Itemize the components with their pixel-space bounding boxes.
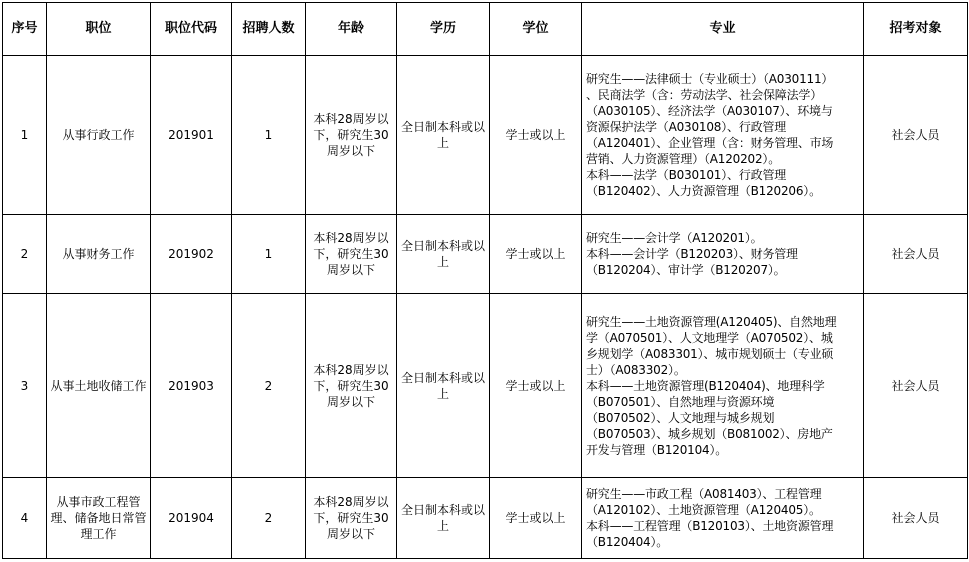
cell-target: 社会人员 (864, 56, 968, 215)
major-line: 研究生——会计学（A120201）。 (586, 231, 763, 245)
cell-major (582, 56, 864, 215)
major-line: 、民商法学（含：劳动法学、社会保障法学） (586, 88, 823, 102)
major-line: （B120402）、人力资源管理（B120206）。 (586, 184, 821, 198)
cell-position: 从事土地收储工作 (47, 294, 151, 478)
major-line: 学（A070501）、人文地理学（A070502）、城 (586, 330, 833, 345)
cell-code: 201904 (151, 478, 232, 559)
major-line: 本科——土地资源管理(B120404)、地理科学 (586, 378, 825, 393)
cell-age: 本科28周岁以下，研究生30周岁以下 (306, 56, 397, 215)
major-line: （A120401）、企业管理（含：财务管理、市场 (586, 136, 834, 150)
major-line: 本科——工程管理（B120103）、土地资源管理 (586, 519, 834, 533)
cell-seq: 4 (3, 478, 47, 559)
major-line: （A120102）、土地资源管理（A120405）。 (586, 503, 821, 517)
recruitment-table (2, 2, 968, 559)
table-header-row (3, 3, 968, 56)
cell-major (582, 215, 864, 294)
cell-count: 1 (232, 56, 306, 215)
cell-degree: 学士或以上 (490, 56, 582, 215)
major-line: （B070502）、人文地理与城乡规划 (586, 410, 775, 425)
cell-position: 从事市政工程管理、储备地日常管理工作 (47, 478, 151, 559)
major-line: （B070503）、城乡规划（B081002）、房地产 (586, 426, 833, 441)
cell-count: 2 (232, 478, 306, 559)
table-row (3, 478, 968, 559)
cell-education: 全日制本科或以上 (397, 478, 490, 559)
header-target: 招考对象 (864, 3, 968, 56)
cell-age: 本科28周岁以下，研究生30周岁以下 (306, 294, 397, 478)
cell-education: 全日制本科或以上 (397, 294, 490, 478)
cell-seq: 1 (3, 56, 47, 215)
major-line: （B070501）、自然地理与资源环境 (586, 394, 775, 409)
cell-major (582, 478, 864, 559)
cell-degree: 学士或以上 (490, 215, 582, 294)
major-line: 士）（A083302）。 (586, 362, 686, 377)
major-line: 本科——会计学（B120203）、财务管理 (586, 247, 798, 261)
cell-education: 全日制本科或以上 (397, 215, 490, 294)
major-line: 研究生——市政工程（A081403）、工程管理 (586, 487, 822, 501)
major-line: 本科——法学（B030101）、行政管理 (586, 168, 787, 182)
header-position: 职位 (47, 3, 151, 56)
major-line: 研究生——土地资源管理(A120405)、自然地理 (586, 314, 837, 329)
cell-count: 2 (232, 294, 306, 478)
header-degree: 学位 (490, 3, 582, 56)
cell-target: 社会人员 (864, 215, 968, 294)
major-line: 开发与管理（B120104）。 (586, 442, 728, 457)
header-code: 职位代码 (151, 3, 232, 56)
cell-seq: 3 (3, 294, 47, 478)
cell-target: 社会人员 (864, 294, 968, 478)
header-seq: 序号 (3, 3, 47, 56)
cell-position: 从事行政工作 (47, 56, 151, 215)
header-major: 专业 (582, 3, 864, 56)
table-row (3, 294, 968, 478)
cell-code: 201903 (151, 294, 232, 478)
table-row (3, 56, 968, 215)
cell-position: 从事财务工作 (47, 215, 151, 294)
header-count: 招聘人数 (232, 3, 306, 56)
major-line: 资源保护法学（A030108）、行政管理 (586, 120, 787, 134)
cell-age: 本科28周岁以下，研究生30周岁以下 (306, 478, 397, 559)
cell-code: 201901 (151, 56, 232, 215)
cell-degree: 学士或以上 (490, 294, 582, 478)
cell-seq: 2 (3, 215, 47, 294)
major-line: 乡规划学（A083301）、城市规划硕士（专业硕 (586, 346, 834, 361)
header-age: 年龄 (306, 3, 397, 56)
major-line: （B120204）、审计学（B120207）。 (586, 263, 786, 277)
major-line: （B120404）。 (586, 535, 669, 549)
cell-code: 201902 (151, 215, 232, 294)
major-line: 营销、人力资源管理）（A120202）。 (586, 152, 781, 166)
header-education: 学历 (397, 3, 490, 56)
cell-major (582, 294, 864, 478)
major-line: （A030105）、经济法学（A030107）、环境与 (586, 104, 833, 118)
major-line: 研究生——法律硕士（专业硕士）（A030111） (586, 72, 834, 86)
cell-age: 本科28周岁以下，研究生30周岁以下 (306, 215, 397, 294)
cell-degree: 学士或以上 (490, 478, 582, 559)
cell-target: 社会人员 (864, 478, 968, 559)
cell-education: 全日制本科或以上 (397, 56, 490, 215)
cell-count: 1 (232, 215, 306, 294)
table-row (3, 215, 968, 294)
